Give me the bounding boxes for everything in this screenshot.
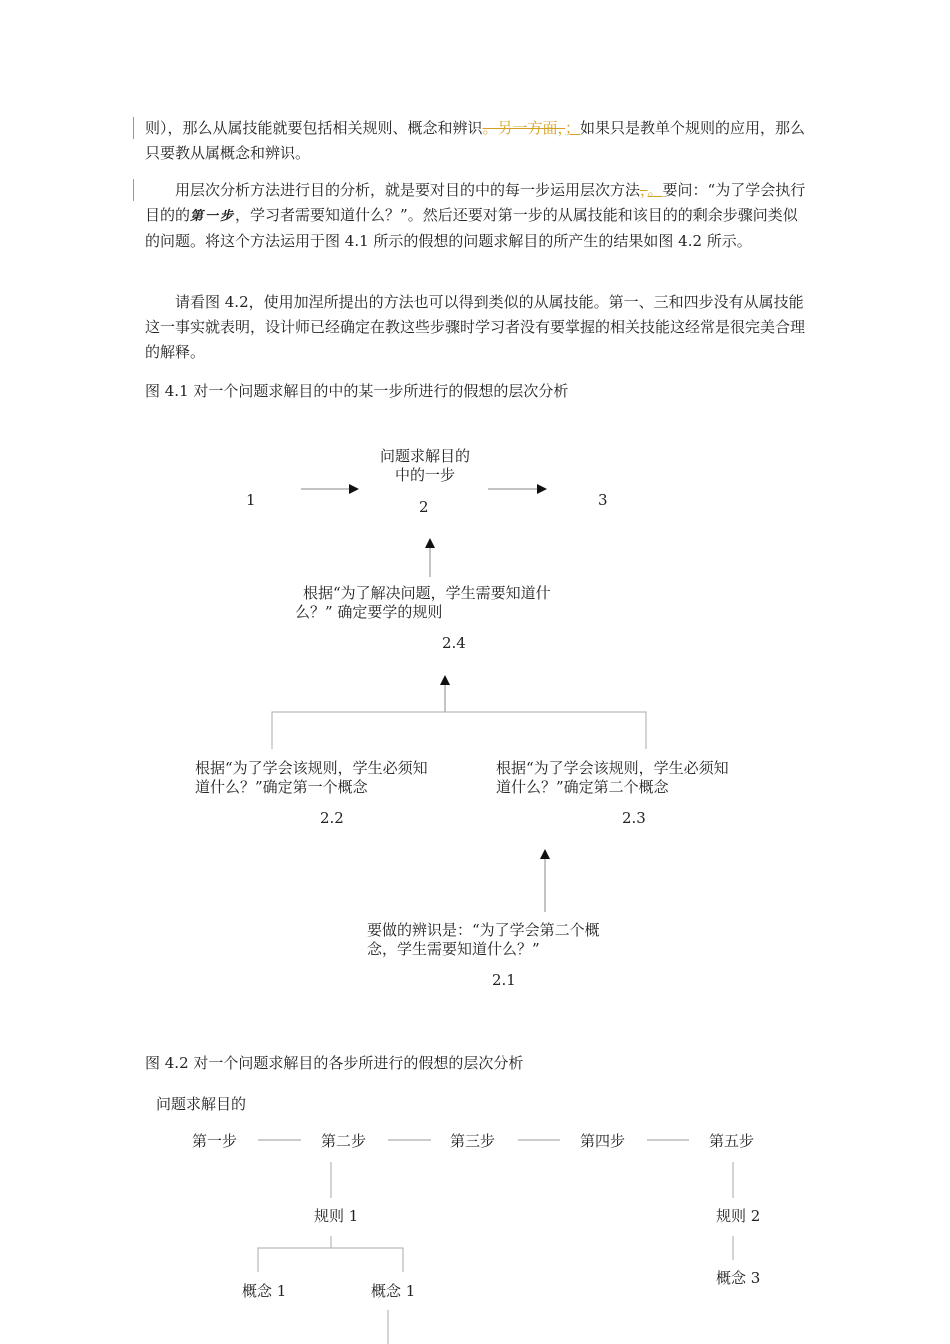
node-2-1-label: 2.1 xyxy=(492,971,516,989)
rule1-concept-bracket xyxy=(258,1248,403,1272)
node-2-2-label: 2.2 xyxy=(320,809,344,827)
concept-a: 概念 1 xyxy=(242,1282,287,1300)
tracked-deletion: ， xyxy=(640,181,648,199)
para1-text-b: 如果只是教单个规则的应用，那么只要教从属概念和辨识。 xyxy=(145,119,806,162)
rule-1: 规则 1 xyxy=(314,1207,359,1225)
node-2-4-text: 根据“为了解决问题，学生需要知道什 么？” 确定要学的规则 xyxy=(295,584,551,621)
node-1-label: 1 xyxy=(246,491,256,509)
para2-text-b: 要问：“为了学会执行目的的 xyxy=(145,181,806,224)
concept-bracket xyxy=(272,712,646,749)
para1-text-a: 则），那么从属技能就要包括相关规则、概念和辨识 xyxy=(145,119,483,137)
node-2-3-text: 根据“为了学会该规则，学生必须知 道什么？”确定第二个概念 xyxy=(496,759,729,796)
node-2-title: 问题求解目的 中的一步 xyxy=(379,447,470,484)
figure-4-2-caption: 图 4.2 对一个问题求解目的各步所进行的假想的层次分析 xyxy=(145,1054,524,1072)
node-2-4-label: 2.4 xyxy=(442,634,466,652)
node-3-label: 3 xyxy=(598,491,608,509)
concept-b: 概念 1 xyxy=(371,1282,416,1300)
node-2-2-text: 根据“为了学会该规则，学生必须知 道什么？”确定第一个概念 xyxy=(195,759,428,796)
node-2-3-label: 2.3 xyxy=(622,809,646,827)
tracked-insertion: 。 xyxy=(647,181,663,199)
step-4: 第四步 xyxy=(580,1132,626,1150)
step-1: 第一步 xyxy=(192,1132,238,1150)
concept-3: 概念 3 xyxy=(716,1269,761,1287)
step-3: 第三步 xyxy=(450,1132,496,1150)
tracked-insertion: ； xyxy=(565,119,581,137)
para2-text-c: ，学习者需要知道什么？”。然后还要对第一步的从属技能和该目的的剩余步骤问类似的问题。将这个方法运用于图 4.1 所示的假想的问题求解目的所产生的结果如图 4.2 所示。 xyxy=(145,206,798,250)
para2-text-a: 用层次分析方法进行目的分析，就是要对目的中的每一步运用层次方法 xyxy=(175,181,641,199)
tracked-deletion: 。另一方面， xyxy=(482,119,566,137)
emphasis-first-step: 第一步 xyxy=(190,209,236,224)
step-5: 第五步 xyxy=(709,1132,755,1150)
node-2-1-text: 要做的辨识是：“为了学会第二个概 念，学生需要知道什么？” xyxy=(367,921,600,958)
figure-4-1-caption: 图 4.1 对一个问题求解目的中的某一步所进行的假想的层次分析 xyxy=(145,382,569,400)
rule-2: 规则 2 xyxy=(716,1207,761,1225)
step-2: 第二步 xyxy=(321,1132,367,1150)
node-2-label: 2 xyxy=(419,498,429,516)
paragraph-3-text: 请看图 4.2，使用加涅所提出的方法也可以得到类似的从属技能。第一、三和四步没有从属技能这一事实就表明，设计师已经确定在教这些步骤时学习者没有要掌握的相关技能这经常是很完美合理的解释。 xyxy=(145,293,806,361)
goal-label: 问题求解目的 xyxy=(156,1095,247,1113)
